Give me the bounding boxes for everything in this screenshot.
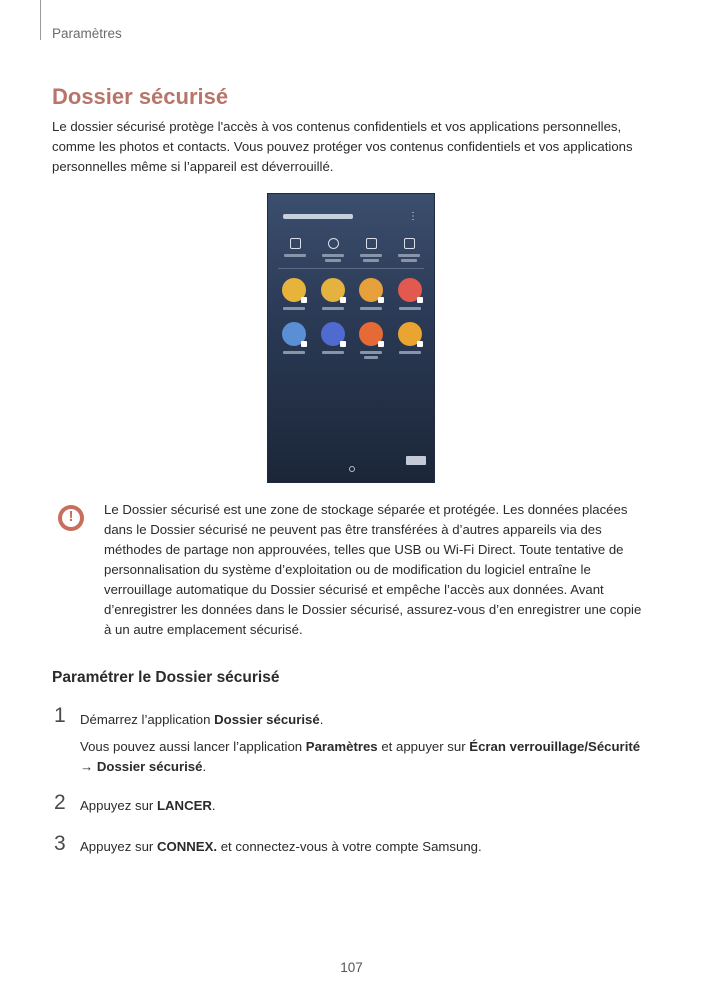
home-indicator-icon <box>349 466 355 472</box>
corner-rule <box>40 0 41 40</box>
checkbox-icon <box>366 238 377 249</box>
warning-text: Le Dossier sécurisé est une zone de stockage séparée et protégée. Les données placées dans le Dossier sécurisé ne peuvent pas être transférées à d’autres appareils via des méthodes de partage non approuvées, telles que USB ou Wi-Fi Direct. Toute tentative de personnalisation du système d’exploitation ou de modification du logiciel entraîne le verrouillage automatique du Dossier sécurisé et empêche l’accès aux données. Avant d’enregistrer les données dans le Dossier sécurisé, assurez-vous d’en enregistrer une copie à un autre emplacement sécurisé. <box>104 502 642 637</box>
internet-icon <box>321 322 345 346</box>
app-my-files <box>398 322 422 359</box>
add-files-action <box>358 238 384 262</box>
step-3-number: 3 <box>54 832 66 855</box>
app-contacts <box>282 278 306 310</box>
app-notes <box>359 322 383 359</box>
divider <box>278 268 424 269</box>
calendar-icon <box>321 278 345 302</box>
add-apps-action <box>320 238 346 262</box>
contacts-icon <box>282 278 306 302</box>
brand-logo <box>406 456 426 465</box>
phone-screenshot <box>267 193 435 483</box>
gallery-icon <box>359 278 383 302</box>
edit-apps-action <box>396 238 422 262</box>
lock-action <box>282 238 308 262</box>
secure-folder-header-bar <box>283 214 353 219</box>
app-row-2 <box>282 322 422 359</box>
myfiles-icon <box>398 322 422 346</box>
plus-circle-icon <box>328 238 339 249</box>
step-2-text: Appuyez sur LANCER. <box>80 798 216 813</box>
app-row-1 <box>282 278 422 310</box>
step-2-number: 2 <box>54 791 66 814</box>
page-number: 107 <box>340 960 363 975</box>
lock-icon <box>290 238 301 249</box>
app-email <box>398 278 422 310</box>
app-internet <box>321 322 345 359</box>
intro-paragraph: Le dossier sécurisé protège l'accès à vos contenus confidentiels et vos applications personnelles, comme les photos et contacts. Vous pouvez protéger vos contenus confidentiels et vos applications personnelles même si l’appareil est déverrouillé. <box>52 119 633 174</box>
warning-icon <box>58 505 84 531</box>
running-head: Paramètres <box>52 26 122 41</box>
step-3-text: Appuyez sur CONNEX. et connectez-vous à votre compte Samsung. <box>80 839 482 854</box>
app-calendar <box>321 278 345 310</box>
section-title: Dossier sécurisé <box>52 84 229 109</box>
app-camera <box>282 322 306 359</box>
step-1-text: Démarrez l’application Dossier sécurisé. <box>80 712 324 727</box>
app-gallery <box>359 278 383 310</box>
more-options-icon: ⋮ <box>408 211 418 222</box>
setup-heading: Paramétrer le Dossier sécurisé <box>52 669 280 686</box>
step-1-note: Vous pouvez aussi lancer l’application Paramètres et appuyer sur Écran verrouillage/Sécurité → Dossier sécurisé. <box>80 739 641 774</box>
email-icon <box>398 278 422 302</box>
camera-icon <box>282 322 306 346</box>
grid-icon <box>404 238 415 249</box>
step-1-number: 1 <box>54 704 66 727</box>
top-actions <box>282 238 422 262</box>
notes-icon <box>359 322 383 346</box>
